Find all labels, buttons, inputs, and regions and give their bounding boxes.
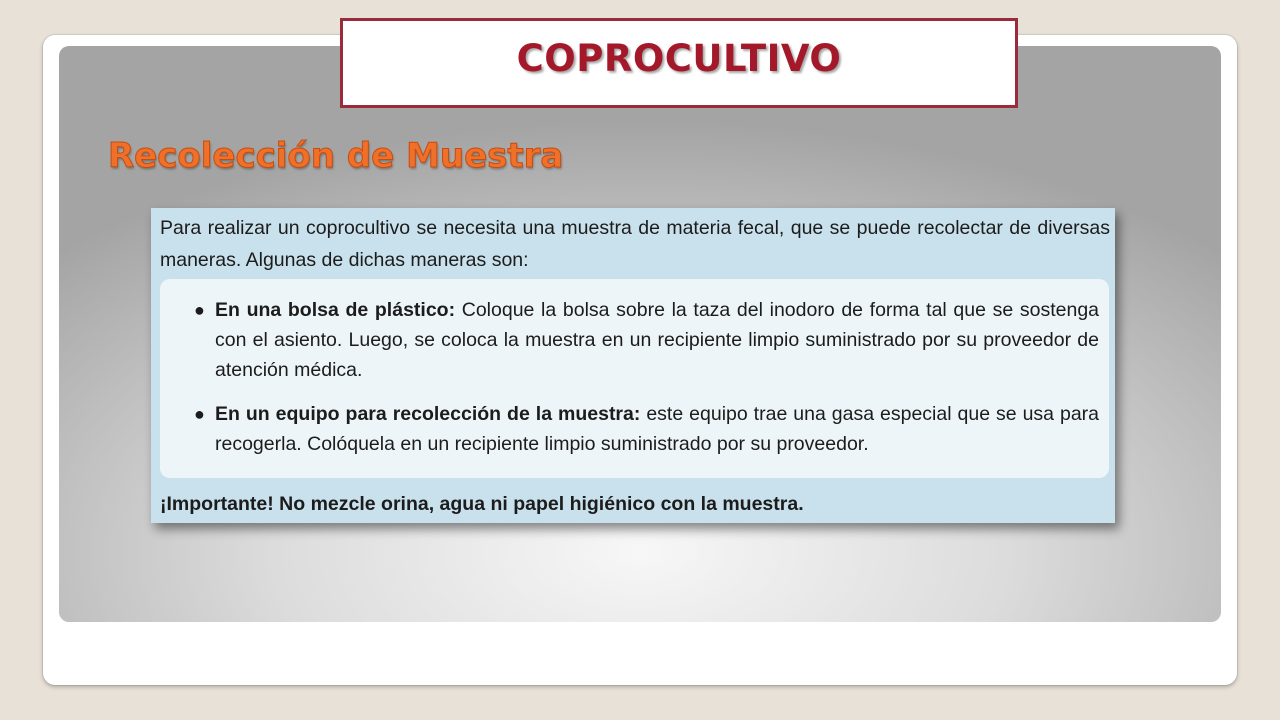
title-box	[340, 18, 1018, 108]
method-text: este equipo trae una gasa especial que se usa para recogerla. Colóquela en un recipiente limpio suministrado por su proveedor.	[215, 403, 1100, 455]
important-note: ¡Importante! No mezcle orina, agua ni papel higiénico con la muestra.	[160, 493, 804, 515]
method-text: Coloque la bolsa sobre la taza del inodoro de forma tal que se sostenga con el asiento. Luego, se coloca la muestra en un recipiente limpio suministrado por su proveedor de atención médica.	[215, 299, 1100, 381]
method-heading: En un equipo para recolección de la muestra:	[215, 403, 641, 425]
bullet-icon: ●	[194, 404, 205, 424]
slide-title: COPROCULTIVO	[516, 36, 842, 80]
bullet-icon: ●	[194, 300, 205, 320]
list-item	[215, 295, 1099, 385]
method-heading: En una bolsa de plástico:	[215, 299, 456, 321]
content-card	[151, 208, 1115, 523]
slide-subtitle: Recolección de Muestra	[108, 136, 564, 176]
intro-paragraph: Para realizar un coprocultivo se necesita una muestra de materia fecal, que se puede recolectar de diversas maneras. Algunas de dichas maneras son:	[160, 217, 1110, 271]
methods-list	[160, 279, 1109, 478]
list-item	[215, 399, 1099, 459]
